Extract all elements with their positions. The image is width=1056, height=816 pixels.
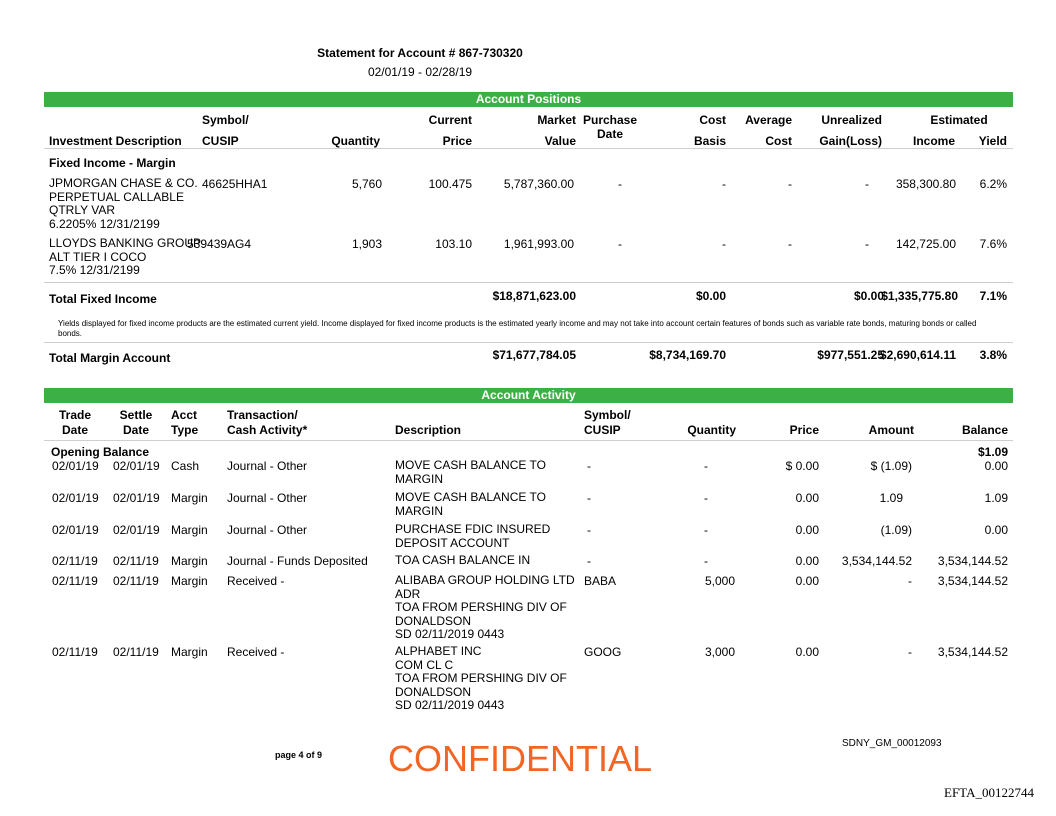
col-symbol-bottom: CUSIP (584, 423, 621, 437)
desc-line: COM CL C (395, 657, 454, 672)
col-cusip: CUSIP (202, 134, 239, 148)
trade-date: 02/01/19 (52, 459, 99, 473)
trade-date: 02/01/19 (52, 523, 99, 537)
total-margin-income: $2,690,614.11 (879, 348, 956, 362)
position-income: 358,300.80 (895, 177, 956, 191)
col-acct-top: Acct (171, 408, 198, 422)
transaction: Received - (227, 574, 285, 588)
col-purchase-top: Purchase (582, 113, 638, 127)
balance: 1.09 (984, 491, 1008, 505)
price: 0.00 (795, 523, 819, 537)
amount: 3,534,144.52 (841, 554, 912, 568)
col-balance: Balance (961, 423, 1008, 437)
desc-line: PERPETUAL CALLABLE (49, 189, 184, 204)
col-average-top: Average (745, 113, 792, 127)
settle-date: 02/01/19 (113, 459, 160, 473)
desc-line: ALPHABET INC (395, 644, 482, 658)
desc-line: MOVE CASH BALANCE TO (395, 490, 546, 504)
settle-date: 02/01/19 (113, 491, 160, 505)
col-market-top: Market (537, 113, 576, 127)
price: 0.00 (795, 554, 819, 568)
col-cost-top: Cost (699, 113, 726, 127)
symbol: - (587, 554, 591, 568)
activity-description (395, 523, 550, 550)
trade-date: 02/11/19 (52, 645, 98, 659)
position-gain: - (865, 237, 869, 251)
col-settle-top: Settle (119, 408, 153, 422)
amount: $ (1.09) (870, 459, 912, 473)
activity-description (395, 645, 567, 713)
col-amount: Amount (868, 423, 914, 437)
activity-description (395, 574, 575, 642)
col-act-quantity: Quantity (687, 423, 736, 437)
desc-line: DONALDSON (395, 613, 472, 628)
position-price: 103.10 (435, 237, 472, 251)
position-yield: 7.6% (979, 237, 1007, 251)
col-income: Income (912, 134, 955, 148)
total-margin-yield: 3.8% (979, 348, 1007, 362)
divider (44, 282, 1013, 283)
balance: 3,534,144.52 (937, 574, 1008, 588)
quantity: - (704, 523, 708, 537)
col-trade-bottom: Date (61, 423, 88, 437)
position-gain: - (865, 177, 869, 191)
total-margin-value: $71,677,784.05 (492, 348, 576, 362)
position-description (49, 237, 201, 278)
total-fixed-yield: 7.1% (979, 289, 1007, 303)
quantity: - (704, 459, 708, 473)
col-value: Value (544, 134, 576, 148)
position-cusip: 539439AG4 (187, 237, 252, 251)
efta-number: EFTA_00122744 (944, 785, 1034, 800)
trade-date: 02/11/19 (52, 574, 98, 588)
price: $ 0.00 (785, 459, 819, 473)
col-txn-bottom: Cash Activity* (227, 423, 308, 437)
page-number: page 4 of 9 (275, 750, 323, 760)
settle-date: 02/11/19 (113, 645, 159, 659)
position-value: 1,961,993.00 (503, 237, 574, 251)
statement-title: Statement for Account # 867-730320 (317, 46, 523, 60)
position-purchase-date: - (618, 237, 622, 251)
opening-balance-label: Opening Balance (51, 445, 150, 459)
confidential-stamp: CONFIDENTIAL (388, 738, 653, 779)
total-fixed-income: $1,335,775.80 (881, 289, 958, 303)
total-margin-gain: $977,551.25 (817, 348, 884, 362)
desc-line: ALIBABA GROUP HOLDING LTD (395, 573, 575, 587)
col-acct-bottom: Type (171, 423, 199, 437)
col-price: Price (442, 134, 472, 148)
quantity: 3,000 (704, 645, 735, 659)
total-margin-basis: $8,734,169.70 (649, 348, 726, 362)
col-avg-cost: Cost (765, 134, 792, 148)
position-cusip: 46625HHA1 (202, 177, 268, 191)
trade-date: 02/01/19 (52, 491, 99, 505)
symbol: - (587, 491, 591, 505)
amount: - (908, 574, 912, 588)
activity-description (395, 491, 546, 518)
desc-line: DEPOSIT ACCOUNT (395, 535, 510, 550)
symbol: BABA (584, 574, 617, 588)
position-yield: 6.2% (979, 177, 1007, 191)
symbol: - (587, 459, 591, 473)
divider (44, 148, 1013, 149)
acct-type: Margin (171, 491, 208, 505)
acct-type: Margin (171, 574, 208, 588)
desc-line: TOA CASH BALANCE IN (395, 553, 531, 567)
col-current-top: Current (428, 113, 472, 127)
desc-line: MOVE CASH BALANCE TO (395, 458, 546, 472)
divider (44, 342, 1013, 343)
transaction: Journal - Other (227, 523, 308, 537)
acct-type: Margin (171, 554, 208, 568)
transaction: Journal - Other (227, 491, 308, 505)
col-settle-bottom: Date (122, 423, 149, 437)
position-avg-cost: - (788, 177, 792, 191)
transaction: Received - (227, 645, 285, 659)
symbol: - (587, 523, 591, 537)
desc-line: ADR (395, 586, 421, 601)
col-unrealized-top: Unrealized (821, 113, 882, 127)
settle-date: 02/11/19 (113, 574, 159, 588)
desc-line: DONALDSON (395, 684, 472, 699)
amount: 1.09 (879, 491, 903, 505)
desc-line: ALT TIER I COCO (49, 249, 147, 264)
position-quantity: 5,760 (351, 177, 382, 191)
balance: 0.00 (984, 459, 1008, 473)
col-trade-top: Trade (58, 408, 91, 422)
position-cost-basis: - (722, 177, 726, 191)
col-symbol-top: Symbol/ (202, 113, 249, 127)
transaction: Journal - Other (227, 459, 308, 473)
statement-period: 02/01/19 - 02/28/19 (367, 65, 473, 79)
desc-line: PURCHASE FDIC INSURED (395, 522, 551, 536)
desc-line: JPMORGAN CHASE & CO. (49, 176, 198, 190)
position-value: 5,787,360.00 (503, 177, 574, 191)
col-symbol-top: Symbol/ (584, 408, 631, 422)
yield-note: Yields displayed for fixed income products are the estimated current yield. Income displayed for fixed income products is the estimated yearly income and may not take into account certain features of bonds such as variable rate bonds, maturing bonds or called bonds. (58, 319, 977, 338)
col-gain: Gain(Loss) (819, 134, 882, 148)
col-description: Description (395, 423, 462, 437)
col-estimated-top: Estimated (930, 113, 988, 127)
settle-date: 02/01/19 (113, 523, 160, 537)
col-basis: Basis (693, 134, 726, 148)
desc-line: SD 02/11/2019 0443 (395, 627, 505, 641)
acct-type: Cash (171, 459, 200, 473)
desc-line: MARGIN (395, 503, 443, 518)
desc-line: TOA FROM PERSHING DIV OF (395, 600, 567, 614)
position-description (49, 177, 198, 231)
total-fixed-gain: $0.00 (853, 289, 884, 303)
amount: (1.09) (880, 523, 912, 537)
position-avg-cost: - (788, 237, 792, 251)
settle-date: 02/11/19 (113, 554, 159, 568)
quantity: - (704, 491, 708, 505)
col-txn-top: Transaction/ (227, 408, 298, 422)
desc-line: 7.5% 12/31/2199 (49, 263, 140, 277)
balance: 3,534,144.52 (937, 645, 1008, 659)
activity-description (395, 459, 546, 486)
price: 0.00 (795, 645, 819, 659)
activity-banner: Account Activity (44, 388, 1013, 403)
total-margin-label: Total Margin Account (49, 351, 171, 365)
total-fixed-label: Total Fixed Income (49, 292, 157, 306)
position-quantity: 1,903 (351, 237, 382, 251)
symbol: GOOG (584, 645, 622, 659)
desc-line: LLOYDS BANKING GROUP (49, 236, 202, 250)
quantity: 5,000 (704, 574, 735, 588)
section-title: Fixed Income - Margin (49, 156, 176, 170)
acct-type: Margin (171, 523, 208, 537)
desc-line: 6.2205% 12/31/2199 (49, 216, 160, 231)
position-price: 100.475 (428, 177, 472, 191)
transaction: Journal - Funds Deposited (227, 554, 368, 568)
trade-date: 02/11/19 (52, 554, 98, 568)
divider (44, 440, 1013, 441)
quantity: - (704, 554, 708, 568)
desc-line: SD 02/11/2019 0443 (395, 698, 505, 712)
activity-description (395, 554, 530, 568)
col-investment: Investment Description (49, 134, 182, 148)
bates-number: SDNY_GM_00012093 (842, 738, 942, 749)
balance: 3,534,144.52 (937, 554, 1008, 568)
acct-type: Margin (171, 645, 208, 659)
balance: 0.00 (984, 523, 1008, 537)
price: 0.00 (795, 491, 819, 505)
desc-line: TOA FROM PERSHING DIV OF (395, 671, 567, 685)
col-yield: Yield (978, 134, 1007, 148)
total-fixed-value: $18,871,623.00 (492, 289, 576, 303)
total-fixed-basis: $0.00 (695, 289, 726, 303)
col-date: Date (596, 127, 623, 141)
col-act-price: Price (789, 423, 819, 437)
position-purchase-date: - (618, 177, 622, 191)
positions-banner: Account Positions (44, 92, 1013, 107)
position-cost-basis: - (722, 237, 726, 251)
col-quantity: Quantity (331, 134, 380, 148)
amount: - (908, 645, 912, 659)
opening-balance-value: $1.09 (977, 445, 1008, 459)
desc-line: QTRLY VAR (49, 203, 116, 217)
position-income: 142,725.00 (895, 237, 956, 251)
desc-line: MARGIN (395, 471, 443, 486)
price: 0.00 (795, 574, 819, 588)
